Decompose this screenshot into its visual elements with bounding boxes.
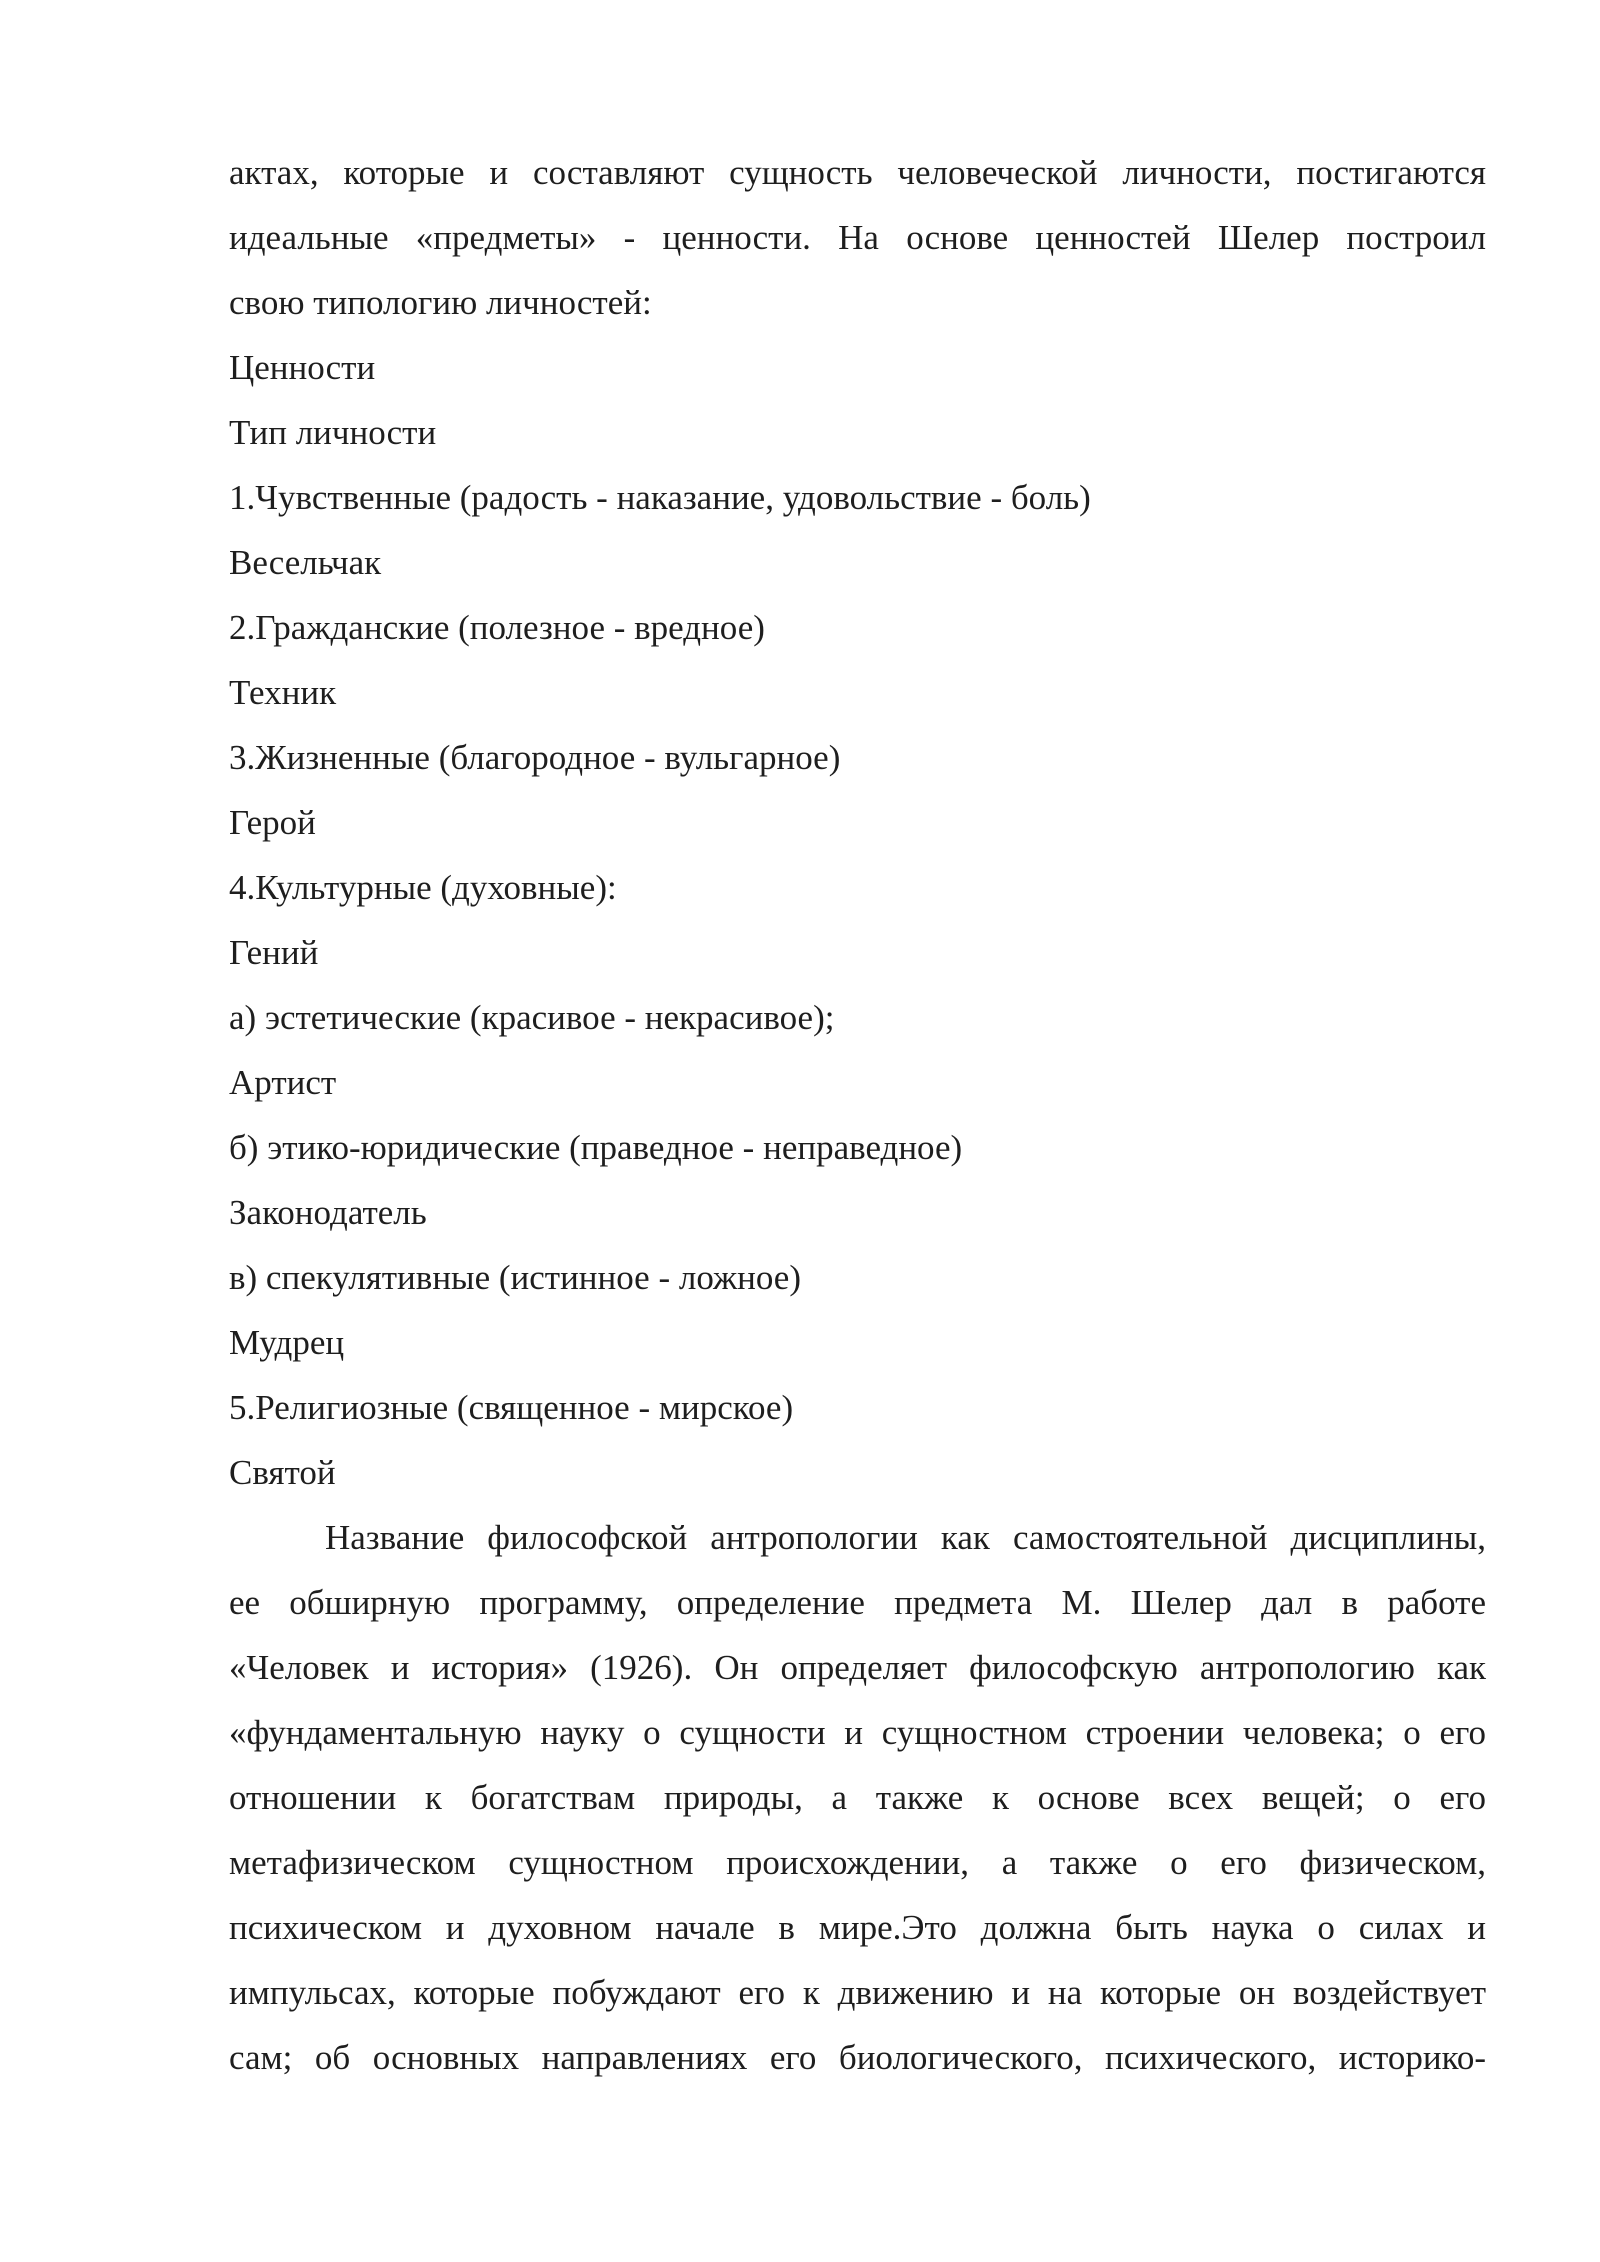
typology-type: Мудрец: [229, 1323, 345, 1362]
para1-line-1: актах, которые и составляют сущность человеческой личности, постигаются: [229, 153, 1486, 192]
typology-type: Гений: [229, 933, 319, 972]
typology-type: Герой: [229, 803, 316, 842]
para1-line-3: свою типологию личностей:: [229, 283, 652, 322]
para2-line-6: метафизическом сущностном происхождении, а также о его физическом,: [229, 1843, 1486, 1882]
typology-header-values: Ценности: [229, 348, 376, 387]
document-body: [229, 140, 1486, 2090]
para2-line-9: сам; об основных направлениях его биологического, психического, историко-: [229, 2038, 1486, 2077]
typology-type: Законодатель: [229, 1193, 427, 1232]
typology-type: Святой: [229, 1453, 336, 1492]
typology-item: 1.Чувственные (радость - наказание, удовольствие - боль): [229, 478, 1091, 517]
typology-type: Весельчак: [229, 543, 382, 582]
typology-item: 2.Гражданские (полезное - вредное): [229, 608, 765, 647]
typology-type: Артист: [229, 1063, 337, 1102]
para2-line-5: отношении к богатствам природы, а также к основе всех вещей; о его: [229, 1778, 1486, 1817]
para1-line-2: идеальные «предметы» - ценности. На основе ценностей Шелер построил: [229, 218, 1486, 257]
para2-line-2: ее обширную программу, определение предмета М. Шелер дал в работе: [229, 1583, 1486, 1622]
typology-item: б) этико-юридические (праведное - неправедное): [229, 1128, 963, 1167]
typology-item: 5.Религиозные (священное - мирское): [229, 1388, 794, 1427]
typology-item: в) спекулятивные (истинное - ложное): [229, 1258, 801, 1297]
para2-line-7: психическом и духовном начале в мире.Это должна быть наука о силах и: [229, 1908, 1486, 1947]
para2-line-8: импульсах, которые побуждают его к движению и на которые он воздействует: [229, 1973, 1486, 2012]
para2-line-3: «Человек и история» (1926). Он определяет философскую антропологию как: [229, 1648, 1486, 1687]
typology-header-type: Тип личности: [229, 413, 437, 452]
typology-item: 3.Жизненные (благородное - вульгарное): [229, 738, 841, 777]
typology-type: Техник: [229, 673, 337, 712]
para2-line-4: «фундаментальную науку о сущности и сущностном строении человека; о его: [229, 1713, 1486, 1752]
typology-item: а) эстетические (красивое - некрасивое);: [229, 998, 835, 1037]
para2-line-1: Название философской антропологии как самостоятельной дисциплины,: [325, 1518, 1486, 1557]
typology-item: 4.Культурные (духовные):: [229, 868, 617, 907]
